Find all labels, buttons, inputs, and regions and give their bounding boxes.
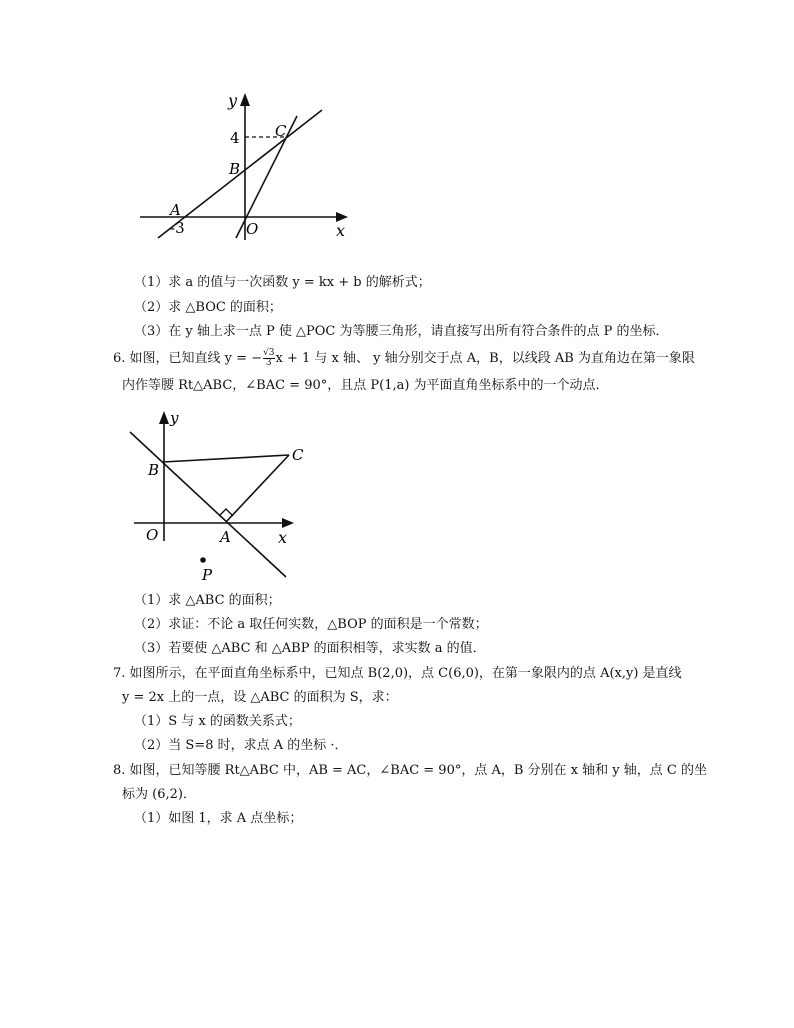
q5-part3: （3）在 y 轴上求一点 P 使 △POC 为等腰三角形，请直接写出所有符合条件的点 P 的坐标． (134, 324, 669, 339)
y-axis-arrow (159, 411, 169, 424)
label-c: C (292, 446, 304, 464)
label-b: B (229, 160, 241, 178)
label-y: y (228, 91, 238, 110)
q7-line1: 7. 如图所示，在平面直角坐标系中，已知点 B(2,0)，点 C(6,0)，在第一象限内的点 A(x,y) 是直线 (113, 666, 682, 681)
label-four: 4 (230, 129, 240, 147)
segment-bc (163, 455, 289, 462)
q6-line1 (113, 349, 695, 369)
q8-line2: 标为 (6,2)． (122, 787, 196, 802)
x-axis-arrow (282, 518, 294, 528)
figure-2 (126, 405, 306, 583)
q6-line1-a: 6. 如图，已知直线 y = − (113, 351, 263, 366)
label-x: x (278, 528, 288, 547)
label-o: O (146, 526, 159, 544)
right-angle-mark (219, 509, 233, 516)
q6-part2: （2）求证：不论 a 取任何实数，△BOP 的面积是一个常数； (134, 617, 488, 632)
label-a: A (170, 201, 181, 219)
line-ab (130, 432, 286, 577)
q5-part1: （1）求 a 的值与一次函数 y = kx + b 的解析式； (134, 275, 431, 290)
q6-line2: 内作等腰 Rt△ABC，∠BAC = 90°，且点 P(1,a) 为平面直角坐标系中的一个动点． (122, 378, 609, 393)
label-neg3: -3 (170, 219, 185, 237)
q7-part2: （2）当 S=8 时，求点 A 的坐标 ·． (134, 738, 348, 753)
label-c: C (275, 122, 287, 140)
q8-line1: 8. 如图，已知等腰 Rt△ABC 中，AB = AC，∠BAC = 90°，点 A，B 分别在 x 轴和 y 轴，点 C 的坐 (113, 763, 707, 778)
label-y: y (170, 409, 179, 427)
y-axis-arrow (240, 93, 250, 106)
q6-part1: （1）求 △ABC 的面积； (134, 593, 281, 608)
q8-part1: （1）如图 1，求 A 点坐标； (134, 811, 303, 826)
q6-part3: （3）若要使 △ABC 和 △ABP 的面积相等，求实数 a 的值． (134, 641, 486, 656)
q6-fraction (263, 349, 274, 368)
label-o: O (246, 220, 259, 238)
q6-frac-num: √3 (263, 348, 275, 358)
q6-frac-den: 3 (265, 358, 272, 368)
label-x: x (336, 221, 346, 240)
figure-1 (140, 88, 360, 240)
label-p: P (202, 566, 213, 583)
label-a: A (220, 528, 231, 546)
q6-line1-b: x + 1 与 x 轴、 y 轴分别交于点 A，B，以线段 AB 为直角边在第一象限 (275, 351, 695, 366)
point-p (200, 557, 206, 563)
segment-ca (226, 455, 289, 522)
label-b: B (148, 461, 160, 479)
q7-part1: （1）S 与 x 的函数关系式； (134, 714, 301, 729)
q7-line2: y = 2x 上的一点，设 △ABC 的面积为 S，求： (122, 690, 398, 705)
q5-part2: （2）求 △BOC 的面积； (134, 300, 282, 315)
